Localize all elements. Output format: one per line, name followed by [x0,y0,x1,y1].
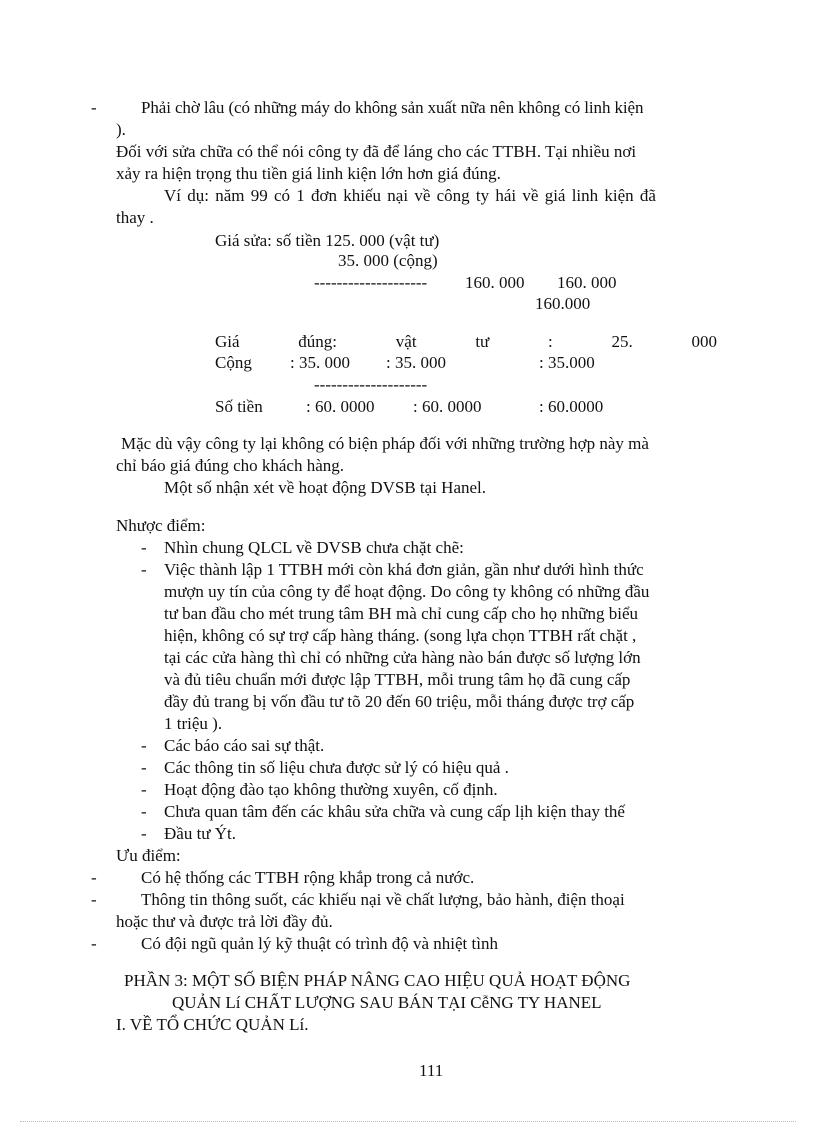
list-item: Việc thành lập 1 TTBH mới còn khá đơn giản, gần như dưới hình thức [164,560,644,579]
list-item: Nhìn chung QLCL về DVSB chưa chặt chẽ: [164,538,464,557]
heading-weaknesses: Nhược điểm: [116,516,206,535]
bullet-dash: - [141,736,147,755]
calc-value: : 35.000 [539,353,595,372]
text-line: xảy ra hiện trọng thu tiền giá linh kiện lớn hơn giá đúng. [116,164,501,183]
calc-separator: -------------------- [314,375,428,394]
bullet-dash: - [141,802,147,821]
list-item: Thông tin thông suốt, các khiếu nại về chất lượng, bảo hành, điện thoại [141,890,625,909]
calc-word: 000 [691,332,717,351]
calc-value: : 35. 000 [290,353,350,372]
bullet-dash: - [91,890,97,909]
text-line: Một số nhận xét về hoạt động DVSB tại Hanel. [164,478,487,497]
bullet-dash: - [141,780,147,799]
calc-label: Cộng [215,353,252,372]
calc-value: 160.000 [535,294,591,313]
calc-word: Giá [215,332,240,351]
list-item: Các báo cáo sai sự thật. [164,736,325,755]
bullet-dash: - [91,868,97,887]
list-item-cont: hiện, không có sự trợ cấp hàng tháng. (song lựa chọn TTBH rất chặt , [164,626,637,645]
calc-value: 160. 000 [557,273,617,292]
calc-word: đúng: [298,332,338,351]
list-item-cont: mượn uy tín của công ty để hoạt động. Do công ty không có những đầu [164,582,650,601]
calc-line: 35. 000 (cộng) [338,251,438,270]
calc-word: 25. [611,332,633,351]
part-title: QUẢN Lí CHẤT LƯỢNG SAU BÁN TẠI CễNG TY HANEL [172,993,602,1012]
calc-value: 160. 000 [465,273,525,292]
list-item-cont: đầy đủ trang bị vốn đầu tư tõ 20 đến 60 triệu, mỗi tháng được trợ cấp [164,692,635,711]
bullet-dash: - [91,98,97,117]
calc-row-gia-dung [215,331,717,353]
list-item-cont: hoặc thư và được trả lời đầy đủ. [116,912,333,931]
list-item: Các thông tin số liệu chưa được sử lý có hiệu quả . [164,758,509,777]
text-line: Phải chờ lâu (có những máy do không sản xuất nữa nên không có linh kiện [141,98,644,117]
text-line: Đối với sửa chữa có thể nói công ty đã để láng cho các TTBH. Tại nhiều nơi [116,142,637,161]
page-number: 111 [419,1061,444,1080]
bullet-dash: - [141,538,147,557]
list-item: Đầu tư Ýt. [164,824,237,843]
calc-value: : 60. 0000 [306,397,375,416]
calc-word: vật [395,332,417,351]
calc-value: : 60.0000 [539,397,604,416]
list-item-cont: và đủ tiêu chuẩn mới được lập TTBH, mỗi trung tâm họ đã cung cấp [164,670,631,689]
section-heading: I. VỀ TỔ CHỨC QUẢN Lí. [116,1015,309,1034]
list-item-cont: 1 triệu ). [164,714,223,733]
calc-word: : [548,332,553,351]
calc-separator: -------------------- [314,273,428,292]
text-line: Ví dụ: năm 99 có 1 đơn khiếu nại về công ty hái về giá linh kiện đã [164,186,656,205]
bullet-dash: - [141,560,147,579]
calc-word: tư [475,332,490,351]
page-bottom-divider [20,1121,796,1122]
list-item: Có đội ngũ quản lý kỹ thuật có trình độ và nhiệt tình [141,934,498,953]
bullet-dash: - [141,824,147,843]
calc-label: Số tiền [215,397,263,416]
list-item: Hoạt động đào tạo không thường xuyên, cố định. [164,780,498,799]
list-item-cont: tư ban đầu cho mét trung tâm BH mà chỉ cung cấp cho họ những biểu [164,604,639,623]
text-line: thay . [116,208,154,227]
text-line: Mặc dù vậy công ty lại không có biện pháp đối với những trường hợp này mà [121,434,649,453]
calc-value: : 60. 0000 [413,397,482,416]
text-line: ). [116,120,126,139]
bullet-dash: - [141,758,147,777]
text-line: chỉ báo giá đúng cho khách hàng. [116,456,345,475]
calc-value: : 35. 000 [386,353,446,372]
list-item: Có hệ thống các TTBH rộng khắp trong cả nước. [141,868,475,887]
list-item-cont: tại các cửa hàng thì chỉ có những cửa hàng nào bán được số lượng lớn [164,648,641,667]
part-title: PHẦN 3: MỘT SỐ BIỆN PHÁP NÂNG CAO HIỆU QUẢ HOẠT ĐỘNG [124,971,631,990]
heading-strengths: Ưu điểm: [116,846,181,865]
calc-line: Giá sửa: số tiền 125. 000 (vật tư) [215,231,440,250]
bullet-dash: - [91,934,97,953]
list-item: Chưa quan tâm đến các khâu sửa chữa và cung cấp lịh kiện thay thế [164,802,625,821]
